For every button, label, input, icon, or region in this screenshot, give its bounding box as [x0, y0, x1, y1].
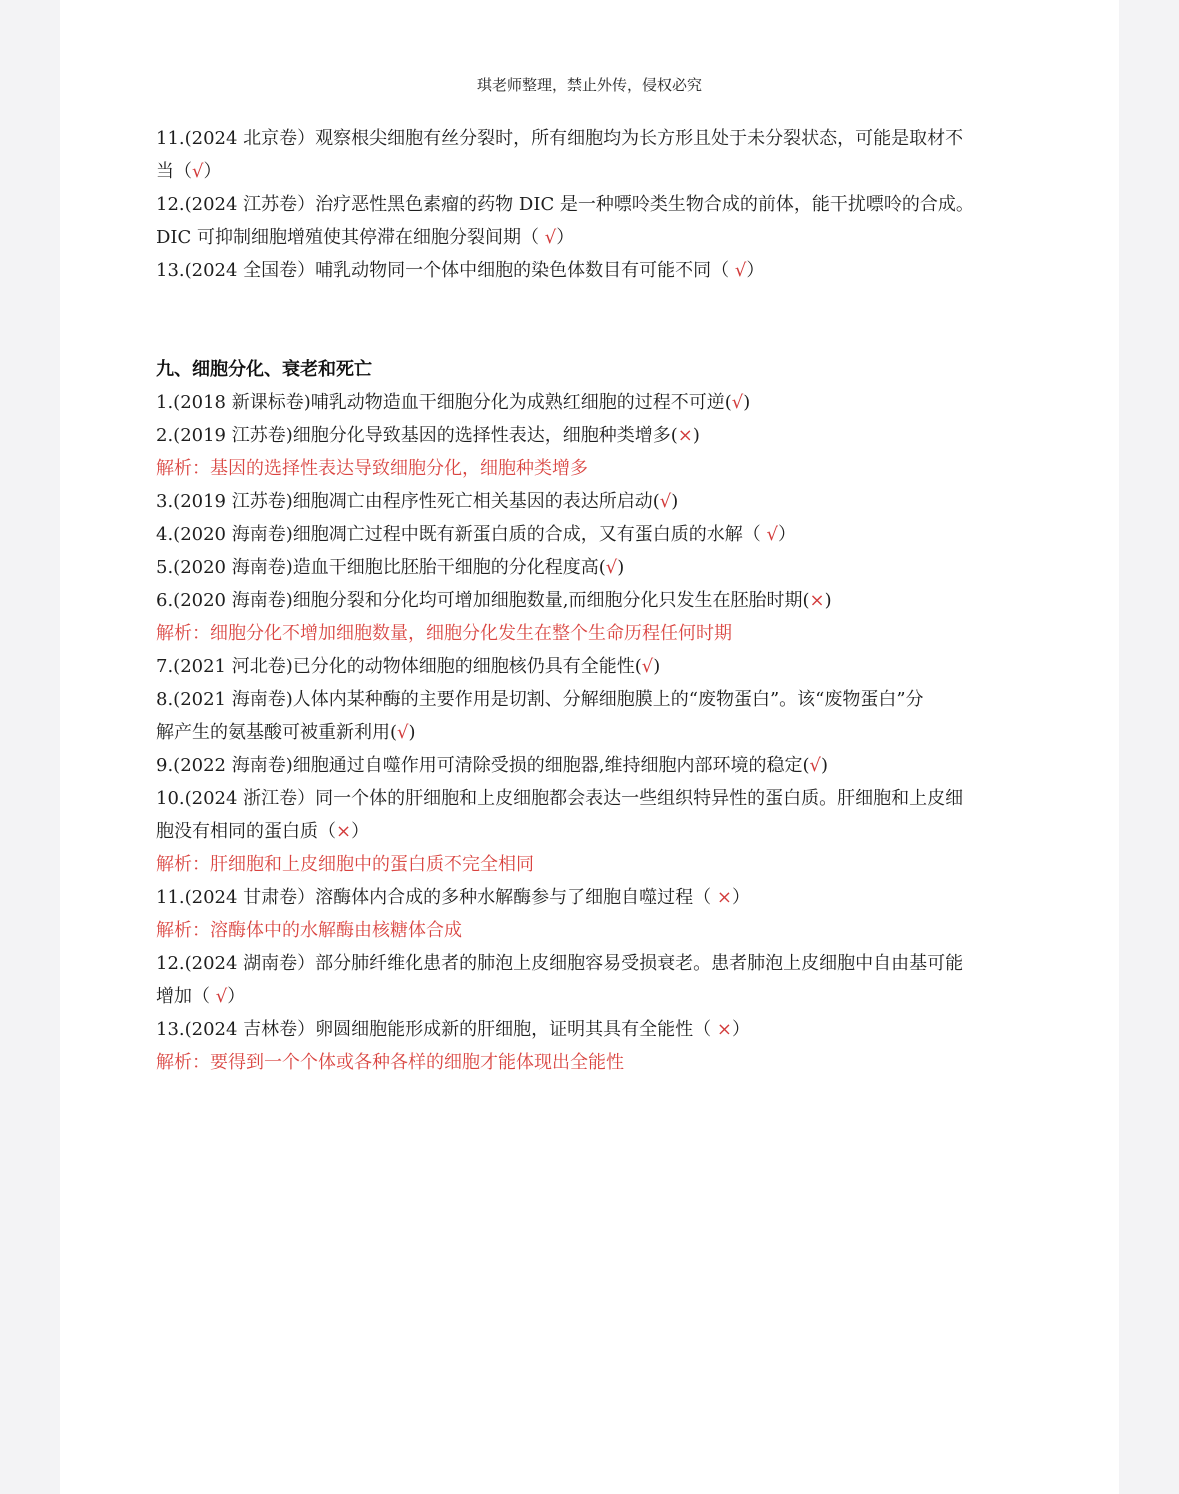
closing-paren: ） [777, 524, 796, 545]
closing-paren: ) [743, 392, 751, 413]
analysis-note: 解析：肝细胞和上皮细胞中的蛋白质不完全相同 [156, 854, 534, 875]
question-item-text: DIC 可抑制细胞增殖使其停滞在细胞分裂间期（ [156, 227, 545, 248]
question-item-text: 6.(2020 海南卷)细胞分裂和分化均可增加细胞数量,而细胞分化只发生在胚胎时期( [156, 590, 810, 611]
closing-paren: ） [227, 986, 246, 1007]
question-item-text: 5.(2020 海南卷)造血干细胞比胚胎干细胞的分化程度高( [156, 557, 606, 578]
analysis-note: 解析：溶酶体中的水解酶由核糖体合成 [156, 920, 462, 941]
question-item-text: 11.(2024 甘肃卷）溶酶体内合成的多种水解酶参与了细胞自噬过程（ [156, 887, 717, 908]
question-item-text: 3.(2019 江苏卷)细胞凋亡由程序性死亡相关基因的表达所启动( [156, 491, 660, 512]
page-header: 琪老师整理，禁止外传，侵权必究 [476, 76, 702, 94]
closing-paren: ） [732, 1019, 750, 1040]
check-mark-icon: √ [734, 260, 747, 281]
question-item-line [156, 650, 1028, 683]
question-item-text: 13.(2024 全国卷）哺乳动物同一个体中细胞的染色体数目有可能不同（ [156, 260, 735, 281]
question-item-text: 1.(2018 新课标卷)哺乳动物造血干细胞分化为成熟红细胞的过程不可逆( [156, 392, 732, 413]
check-mark-icon: √ [605, 557, 618, 578]
cross-mark-icon: × [809, 590, 825, 611]
question-item-line [156, 749, 1028, 782]
closing-paren: ） [732, 887, 750, 908]
question-item-line [156, 386, 1028, 419]
check-mark-icon: √ [215, 986, 228, 1007]
question-item-text: 增加（ [156, 986, 216, 1007]
document-content [156, 122, 1028, 1079]
question-item-text: 12.(2024 江苏卷）治疗恶性黑色素瘤的药物 DIC 是一种嘌呤类生物合成的前体，能干扰嘌呤的合成。 [156, 194, 974, 215]
analysis-note: 解析：细胞分化不增加细胞数量，细胞分化发生在整个生命历程任何时期 [156, 623, 732, 644]
check-mark-icon: √ [659, 491, 672, 512]
closing-paren: ) [617, 557, 625, 578]
closing-paren: ） [556, 227, 575, 248]
question-item-line [156, 716, 1028, 749]
check-mark-icon: √ [766, 524, 778, 545]
cross-mark-icon: × [336, 821, 352, 842]
question-item-text: 解产生的氨基酸可被重新利用( [156, 722, 398, 743]
check-mark-icon: √ [397, 722, 409, 743]
document-page [60, 0, 1119, 1494]
question-item-text: 当（ [156, 161, 192, 182]
question-item-line [156, 980, 1028, 1013]
question-item-line [156, 221, 1028, 254]
question-item-line [156, 419, 1028, 452]
analysis-note: 解析：基因的选择性表达导致细胞分化，细胞种类增多 [156, 458, 588, 479]
question-item-text: 9.(2022 海南卷)细胞通过自噬作用可清除受损的细胞器,维持细胞内部环境的稳定( [156, 755, 810, 776]
check-mark-icon: √ [544, 227, 557, 248]
cross-mark-icon: × [716, 1019, 732, 1040]
question-item-text: 8.(2021 海南卷)人体内某种酶的主要作用是切割、分解细胞膜上的“废物蛋白”。该“废物蛋白”分 [156, 689, 924, 710]
question-item-text: 胞没有相同的蛋白质（ [156, 821, 336, 842]
closing-paren: ) [671, 491, 679, 512]
question-item-text: 4.(2020 海南卷)细胞凋亡过程中既有新蛋白质的合成，又有蛋白质的水解（ [156, 524, 767, 545]
check-mark-icon: √ [731, 392, 744, 413]
question-item-line [156, 947, 1028, 980]
cross-mark-icon: × [677, 425, 693, 446]
question-item-line [156, 485, 1028, 518]
cross-mark-icon: × [716, 887, 732, 908]
closing-paren: ) [408, 722, 416, 743]
closing-paren: ） [203, 161, 222, 182]
question-item-line [156, 815, 1028, 848]
closing-paren: ） [746, 260, 765, 281]
check-mark-icon: √ [809, 755, 821, 776]
question-item-line [156, 881, 1028, 914]
analysis-note: 解析：要得到一个个体或各种各样的细胞才能体现出全能性 [156, 1052, 624, 1073]
question-item-line [156, 584, 1028, 617]
question-item-text: 13.(2024 吉林卷）卵圆细胞能形成新的肝细胞，证明其具有全能性（ [156, 1019, 717, 1040]
question-item-line [156, 1013, 1028, 1046]
question-item-line [156, 122, 1028, 155]
closing-paren: ） [351, 821, 370, 842]
section-title: 九、细胞分化、衰老和死亡 [156, 359, 372, 380]
question-item-text: 7.(2021 河北卷)已分化的动物体细胞的细胞核仍具有全能性( [156, 656, 642, 677]
question-item-line [156, 782, 1028, 815]
closing-paren: ) [824, 590, 832, 611]
question-item-line [156, 683, 1028, 716]
question-item-line [156, 254, 1028, 287]
check-mark-icon: √ [192, 161, 204, 182]
question-item-text: 11.(2024 北京卷）观察根尖细胞有丝分裂时，所有细胞均为长方形且处于未分裂状态，可能是取材不 [156, 128, 964, 149]
question-item-line [156, 188, 1028, 221]
section-spacer [156, 287, 1028, 353]
check-mark-icon: √ [641, 656, 654, 677]
question-item-text: 10.(2024 浙江卷）同一个体的肝细胞和上皮细胞都会表达一些组织特异性的蛋白质。肝细胞和上皮细 [156, 788, 964, 809]
question-item-text: 12.(2024 湖南卷）部分肺纤维化患者的肺泡上皮细胞容易受损衰老。患者肺泡上皮细胞中自由基可能 [156, 953, 964, 974]
question-item-line [156, 551, 1028, 584]
question-item-line [156, 155, 1028, 188]
closing-paren: ) [692, 425, 700, 446]
closing-paren: ) [820, 755, 829, 776]
question-item-text: 2.(2019 江苏卷)细胞分化导致基因的选择性表达，细胞种类增多( [156, 425, 678, 446]
closing-paren: ) [653, 656, 661, 677]
question-item-line [156, 518, 1028, 551]
